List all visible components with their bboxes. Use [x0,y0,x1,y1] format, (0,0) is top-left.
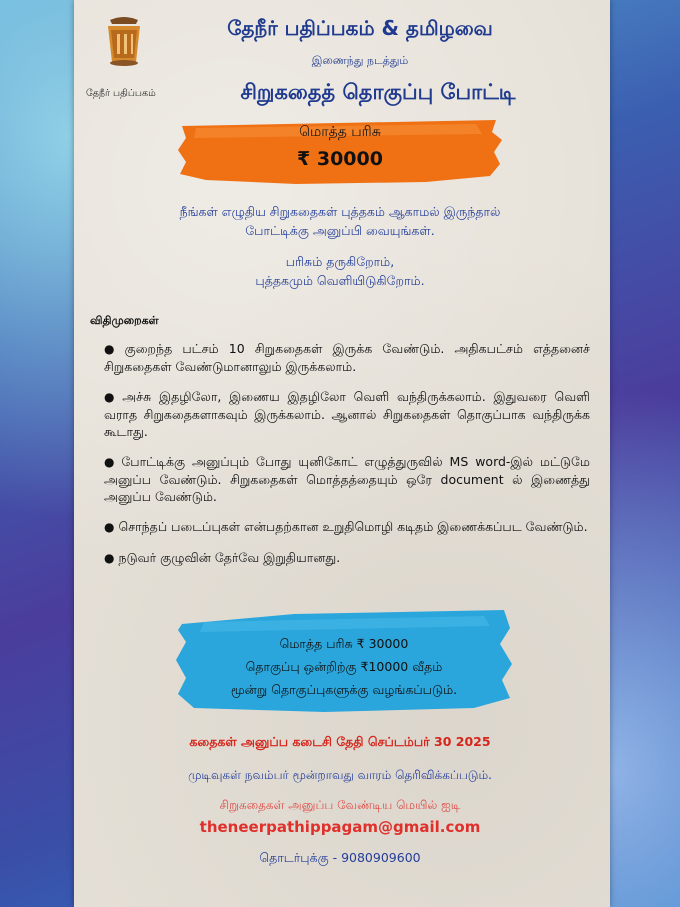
summary-line-2: தொகுப்பு ஒன்றிற்கு ₹10000 வீதம் [245,659,443,674]
bullet-icon: ● [104,390,119,404]
email-address[interactable]: theneerpathippagam@gmail.com [199,818,481,836]
bullet-icon: ● [104,520,115,534]
rule-text: அச்சு இதழிலோ, இணைய இதழிலோ வெளி வந்திருக்கலாம். இதுவரை வெளி வராத சிறுகதைகளாகவும் இருக்கலாம். ஆனால் சிறுகதைகள் தொகுப்பாக வந்திருக்க கூடாது. [104,389,590,439]
rule-text: நடுவர் குழுவின் தேர்வே இறுதியானது. [118,550,341,565]
rule-item [104,340,590,375]
intro-text [90,202,590,240]
rules-list [104,340,590,580]
tea-glass-logo-icon [100,14,148,68]
prize-summary [174,632,514,701]
contact-line [90,850,590,867]
header-subtitle: இணைந்து நடத்தும் [311,54,409,67]
prize-amount: ₹ 30000 [297,148,383,170]
intro-line-2: போட்டிக்கு அனுப்பி வையுங்கள். [245,223,435,238]
intro-line-4: புத்தகமும் வெளியிடுகிறோம். [255,273,425,288]
rule-text: சொந்தப் படைப்புகள் என்பதற்கான உறுதிமொழி கடிதம் இணைக்கப்பட வேண்டும். [118,519,588,534]
rule-text: போட்டிக்கு அனுப்பும் போது யுனிகோட் எழுத்துருவில் MS word-இல் மட்டுமே அனுப்ப வேண்டும். சிறுகதைகள் மொத்தத்தையும் ஒரே document ல் இணைத்து அனுப்ப வேண்டும். [104,454,590,504]
rule-item [104,518,590,536]
summary-line-1: மொத்த பரிசு ₹ 30000 [279,636,409,651]
email-label: சிறுகதைகள் அனுப்ப வேண்டிய மெயில் ஐடி [219,798,461,812]
logo-caption: தேநீர் பதிப்பகம் [86,88,156,99]
intro-line-1: நீங்கள் எழுதிய சிறுகதைகள் புத்தகம் ஆகாமல் இருந்தால் [179,204,501,219]
header-title: தேநீர் பதிப்பகம் & தமிழவை [227,16,493,40]
contact-phone[interactable]: 9080909600 [341,850,421,865]
deadline-text: கதைகள் அனுப்ப கடைசி தேதி செப்டம்பர் 30 2025 [189,734,491,749]
competition-title: சிறுகதைத் தொகுப்பு போட்டி [240,80,516,104]
contact-label: தொடர்புக்கு - [259,850,338,865]
rule-item [104,388,590,440]
rule-item [104,453,590,505]
bullet-icon: ● [104,551,115,565]
rule-text: குறைந்த பட்சம் 10 சிறுகதைகள் இருக்க வேண்டும். அதிகபட்சம் எத்தனைச் சிறுகதைகள் வேண்டுமானாலும் இருக்கலாம். [104,341,590,374]
summary-line-3: மூன்று தொகுப்புகளுக்கு வழங்கப்படும். [230,682,458,697]
prize-label: மொத்த பரிசு [299,124,381,140]
bullet-icon: ● [104,455,118,469]
intro-text-2 [90,252,590,290]
results-text: முடிவுகள் நவம்பர் மூன்றாவது வாரம் தெரிவிக்கப்படும். [188,768,492,782]
bullet-icon: ● [104,342,121,356]
rule-item [104,549,590,567]
rules-heading: விதிமுறைகள் [90,314,159,327]
intro-line-3: பரிசும் தருகிறோம், [285,254,395,269]
